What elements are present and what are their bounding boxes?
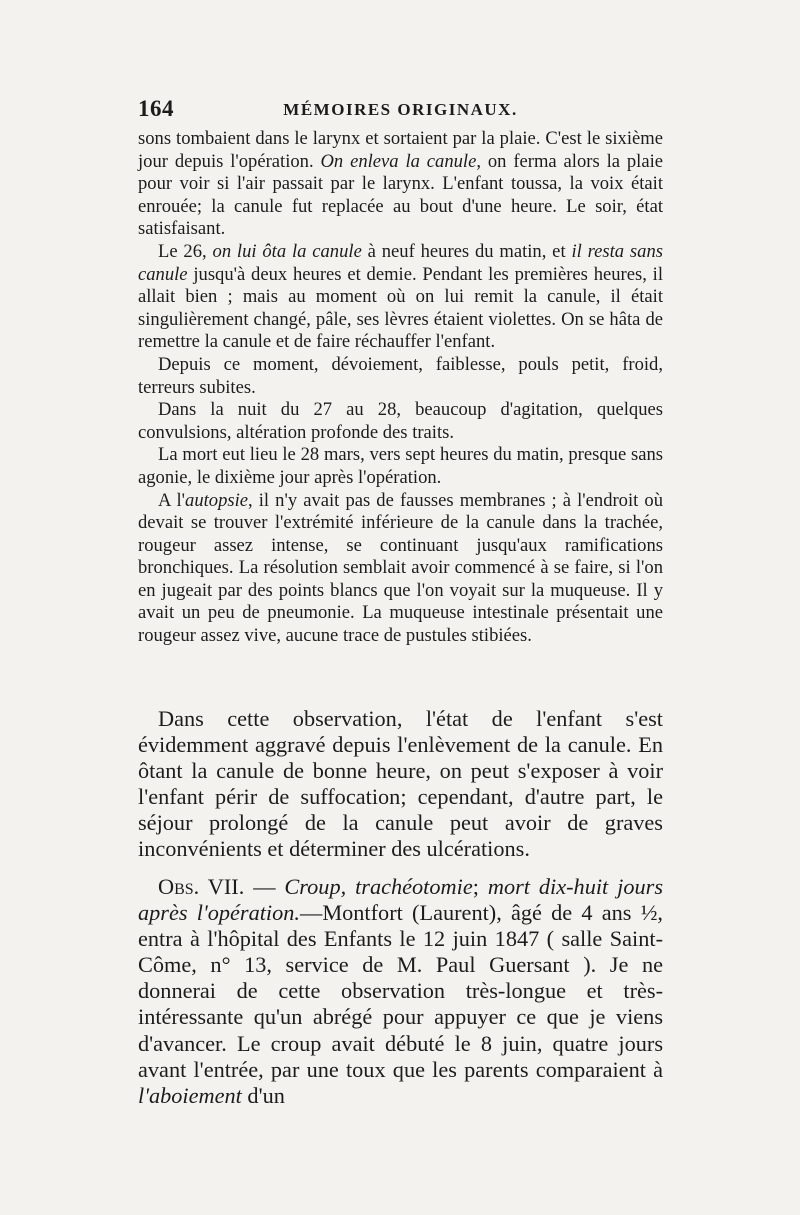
paragraph (138, 444, 663, 489)
italic-text: Croup, trachéotomie (284, 874, 473, 899)
paragraph (138, 128, 663, 241)
italic-text: On enleva la canule (320, 150, 477, 172)
page-number: 164 (138, 96, 174, 121)
text-run: d'un (241, 1082, 285, 1108)
running-title: MÉMOIRES ORIGINAUX. (283, 100, 518, 119)
italic-text: on lui ôta la canule (212, 240, 362, 262)
italic-text: l'aboiement (138, 1082, 242, 1108)
text-run: jusqu'à deux heures et demie. Pendant les premières heures, il allait bien ; mais au moment où on lui remit la canule, il était singulièrement changé, pâle, ses lèvres étaient violettes. On se hâta de remettre la canule et de faire réchauffer l'enfant. (138, 263, 663, 353)
paragraph (138, 241, 663, 354)
text-run: Dans la nuit du 27 au 28, beaucoup d'agitation, quelques convulsions, altération profonde des traits. (138, 399, 663, 443)
page-header (138, 96, 663, 126)
italic-text: autopsie (185, 489, 249, 511)
text-run: La mort eut lieu le 28 mars, vers sept heures du matin, presque sans agonie, le dixième jour après l'opération. (138, 444, 663, 488)
paragraph (138, 399, 663, 444)
italic-text: mort dix-huit jours après l'opération. (138, 874, 663, 926)
text-run: Le 26, (158, 240, 213, 262)
commentary-paragraph (138, 706, 663, 863)
text-run: , il n'y avait pas de fausses membranes ; à l'endroit où devait se trouver l'extrémité inférieure de la canule dans la trachée, rougeur assez intense, se continuant jusqu'aux ramifications bronchiques. La résolution semblait avoir commencé à se faire, si l'on en jugeait par des points blancs que l'on voyait sur la muqueuse. Il y avait un peu de pneumonie. La muqueuse intestinale présentait une rougeur assez vive, aucune trace de pustules stibiées. (138, 489, 663, 647)
text-run: sons tombaient dans le larynx et sortaient par la plaie. C'est le sixième jour depuis l'opération. (138, 128, 663, 172)
observation-vii (138, 874, 663, 1109)
italic-text: il resta sans canule (138, 240, 663, 285)
paragraph (138, 874, 663, 1109)
text-run: ; (472, 874, 488, 899)
body-text-section-1 (138, 128, 663, 648)
text-run: — (244, 874, 285, 899)
text-run: A l' (158, 489, 186, 511)
text-run: Depuis ce moment, dévoiement, faiblesse, pouls petit, froid, terreurs subites. (138, 353, 663, 398)
observation-label: Obs. VII. (158, 874, 245, 899)
paragraph (138, 354, 663, 399)
text-run: , on ferma alors la plaie pour voir si l'air passait par le larynx. L'enfant toussa, la voix était enrouée; la canule fut replacée au bout d'une heure. Le soir, état satisfaisant. (138, 150, 663, 240)
paragraph (138, 706, 663, 863)
text-run: Dans cette observation, l'état de l'enfant s'est évidemment aggravé depuis l'enlèvement de la canule. En ôtant la canule de bonne heure, on peut s'exposer à voir l'enfant périr de suffocation; cependant, d'autre part, le séjour prolongé de la canule peut avoir de graves inconvénients et déterminer des ulcérations. (138, 706, 663, 862)
paragraph (138, 490, 663, 648)
text-run: —Montfort (Laurent), âgé de 4 ans ½, entra à l'hôpital des Enfants le 12 juin 1847 ( salle Saint-Côme, n° 13, service de M. Paul Guersant ). Je ne donnerai de cette observation très-longue et très-intéressante qu'un abrégé pour appuyer ce que je viens d'avancer. Le croup avait débuté le 8 juin, quatre jours avant l'entrée, par une toux que les parents comparaient à (138, 900, 663, 1082)
text-run: à neuf heures du matin, et (361, 240, 572, 262)
